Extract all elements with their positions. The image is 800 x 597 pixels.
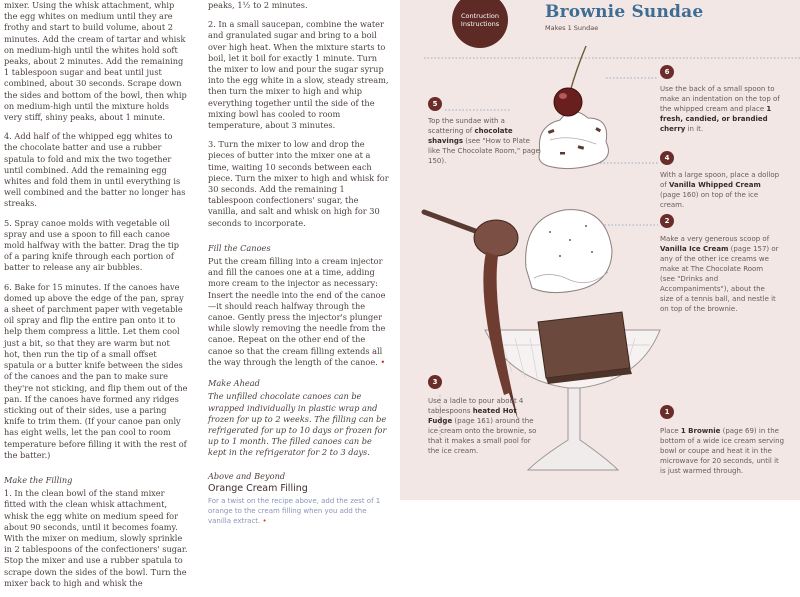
step-ingredient: heated Hot Fudge bbox=[428, 407, 517, 425]
paragraph: 4. Add half of the whipped egg whites to the chocolate batter and use a rubber spatula to fold and mix the two together until combined. Add the remaining egg whites and fold them in until everything is well combined and the batter no longer has streaks. bbox=[4, 131, 186, 209]
paragraph: 1. In the clean bowl of the stand mixer fitted with the clean whisk attachment, whisk the egg white on medium speed for about 90 seconds, until it becomes foamy. With the mixer on medium, slowly sprinkle in 2 tablespoons of the confectioners' sugar. Stop the mixer and use a rubber spatula to scrape down the sides of the bowl. Turn the mixer back to high and whisk the bbox=[4, 488, 188, 588]
construction-badge-label bbox=[451, 0, 509, 58]
recipe-title: Brownie Sundae bbox=[545, 2, 704, 22]
step-text-5 bbox=[428, 116, 540, 166]
above-beyond-subtitle: Orange Cream Filling bbox=[208, 482, 308, 494]
step-ingredient: 1 fresh, candied, or brandied cherry bbox=[660, 105, 772, 133]
above-beyond-note bbox=[208, 496, 390, 526]
left-page bbox=[0, 0, 400, 588]
step-text-2 bbox=[660, 234, 780, 314]
paragraph: 6. Bake for 15 minutes. If the canoes have domed up above the edge of the pan, spray a sheet of parchment paper with vegetable oil spray and flip the entire pan onto it to help them compress a little. Let them cool just a bit, so that they are warm but not hot, then run the tip of a small offset spatula or a butter knife between the sides of the canoes and the pan to make sure they're not sticking, and flip them out of the pan. If the canoes have formed any ridges sticking out of their sides, use a paring knife to trim them. (If your canoe pan only has eight wells, let the pan cool to room temperature before filling it with the rest of the batter.) bbox=[4, 281, 188, 460]
paragraph bbox=[208, 256, 390, 368]
step-ingredient: chocolate shavings bbox=[428, 127, 513, 145]
step-text: Place bbox=[660, 427, 681, 435]
step-marker-3: 3 bbox=[428, 375, 442, 389]
end-mark-icon: • bbox=[262, 516, 267, 525]
text-column-left bbox=[4, 0, 188, 597]
step-text: (page 161) around the ice cream onto the brownie, so that it makes a small pool for the ice cream. bbox=[428, 417, 537, 455]
step-text: Make a very generous scoop of bbox=[660, 235, 770, 243]
recipe-yield: Makes 1 Sundae bbox=[545, 24, 599, 32]
step-text: in it. bbox=[685, 125, 704, 133]
note-text: For a twist on the recipe above, add the zest of 1 orange to the cream filling when you add the vanilla extract. bbox=[208, 496, 381, 525]
fudge-ladle bbox=[424, 212, 518, 420]
step-text: With a large spoon, place a dollop of bbox=[660, 171, 780, 189]
text-column-right bbox=[208, 0, 390, 526]
ice-cream-scoop bbox=[526, 210, 612, 293]
step-marker-5: 5 bbox=[428, 97, 442, 111]
above-beyond-title: Above and Beyond bbox=[208, 470, 286, 481]
badge-line-2: Instructions bbox=[460, 20, 500, 28]
step-text-3 bbox=[428, 396, 538, 456]
paragraph: mixer. Using the whisk attachment, whip the egg whites on medium until they are frothy and start to build volume, about 2 minutes. Add the cream of tartar and whisk on medium-high until the whites hold soft peaks, about 2 minutes. Add the remaining 1 tablespoon sugar and beat until just combined, about 30 seconds. Scrape down the sides and bottom of the bowl, then whip on medium-high until the mixture holds very stiff, shiny peaks, about 1 minute. bbox=[4, 0, 187, 123]
step-ingredient: 1 Brownie bbox=[680, 427, 721, 435]
whipped-cream bbox=[539, 111, 608, 168]
step-text-6 bbox=[660, 84, 780, 134]
step-text: (page 160) on top of the ice cream. bbox=[660, 191, 759, 209]
step-marker-6: 6 bbox=[660, 65, 674, 79]
paragraph: peaks, 1½ to 2 minutes. bbox=[208, 0, 308, 10]
step-text-1 bbox=[660, 426, 785, 476]
section-heading-make-ahead: Make Ahead bbox=[208, 378, 260, 389]
paragraph: The unfilled chocolate canoes can be wrapped individually in plastic wrap and frozen for up to 2 weeks. The filling can be refrigerated for up to 10 days or frozen for up to 1 month. The filled canoes can be kept in the refrigerator for 2 to 3 days. bbox=[208, 391, 387, 458]
badge-line-1: Contruction bbox=[460, 12, 499, 20]
step-marker-1: 1 bbox=[660, 405, 674, 419]
paragraph: 3. Turn the mixer to low and drop the pieces of butter into the mixer one at a time, waiting 10 seconds between each piece. Turn the mixer to high and whisk for 30 seconds. Add the remaining 1 tablespoon confectioners' sugar, the vanilla, and salt and whisk on high for 30 seconds to incorporate. bbox=[208, 139, 389, 228]
step-text: Use the back of a small spoon to make an indentation on the top of the whipped cream and place bbox=[660, 85, 780, 113]
step-text: Top the sundae with a scattering of bbox=[428, 117, 505, 135]
section-heading-make-filling: Make the Filling bbox=[4, 474, 73, 485]
step-text-4 bbox=[660, 170, 780, 210]
end-mark-icon: • bbox=[380, 356, 386, 367]
step-text: Use a ladle to pour about 4 tablespoons bbox=[428, 397, 524, 415]
step-text: (page 69) in the bottom of a wide ice cream serving bowl or coupe and heat it in the microwave for 20 seconds, until it is just warmed through. bbox=[660, 427, 785, 475]
paragraph: 2. In a small saucepan, combine the water and granulated sugar and bring to a boil over high heat. When the mixture starts to boil, let it boil for exactly 1 minute. Turn the mixer to low and pour the sugar syrup into the egg white in a slow, steady stream, then turn the mixer to high and whip everything together until the side of the mixing bowl has cooled to room temperature, about 3 minutes. bbox=[208, 19, 389, 131]
cherry bbox=[554, 46, 586, 116]
step-text: (page 157) or any of the other ice creams we make at The Chocolate Room (see "Drinks and Accompaniments"), about the size of a tennis ball, and nestle it on top of the brownie. bbox=[660, 245, 779, 313]
paragraph-text: Put the cream filling into a cream injector and fill the canoes one at a time, adding more cream to the injector as necessary: Insert the needle into the end of the canoe—it should reach halfway through the canoe. Gently press the injector's plunger while slowly removing the needle from the canoe. Repeat on the other end of the canoe so that the cream filling extends all the way through the length of the canoe. bbox=[208, 256, 386, 367]
step-marker-4: 4 bbox=[660, 151, 674, 165]
step-marker-2: 2 bbox=[660, 214, 674, 228]
step-text: (see "How to Plate like The Chocolate Room," page 150). bbox=[428, 137, 540, 165]
section-heading-fill-canoes: Fill the Canoes bbox=[208, 242, 271, 253]
step-ingredient: Vanilla Whipped Cream bbox=[668, 181, 761, 189]
paragraph: 5. Spray canoe molds with vegetable oil spray and use a spoon to fill each canoe mold halfway with the batter. Drag the tip of a paring knife through each portion of batter to release any air bubbles. bbox=[4, 217, 180, 273]
step-ingredient: Vanilla Ice Cream bbox=[660, 245, 729, 253]
brownie bbox=[538, 312, 632, 384]
